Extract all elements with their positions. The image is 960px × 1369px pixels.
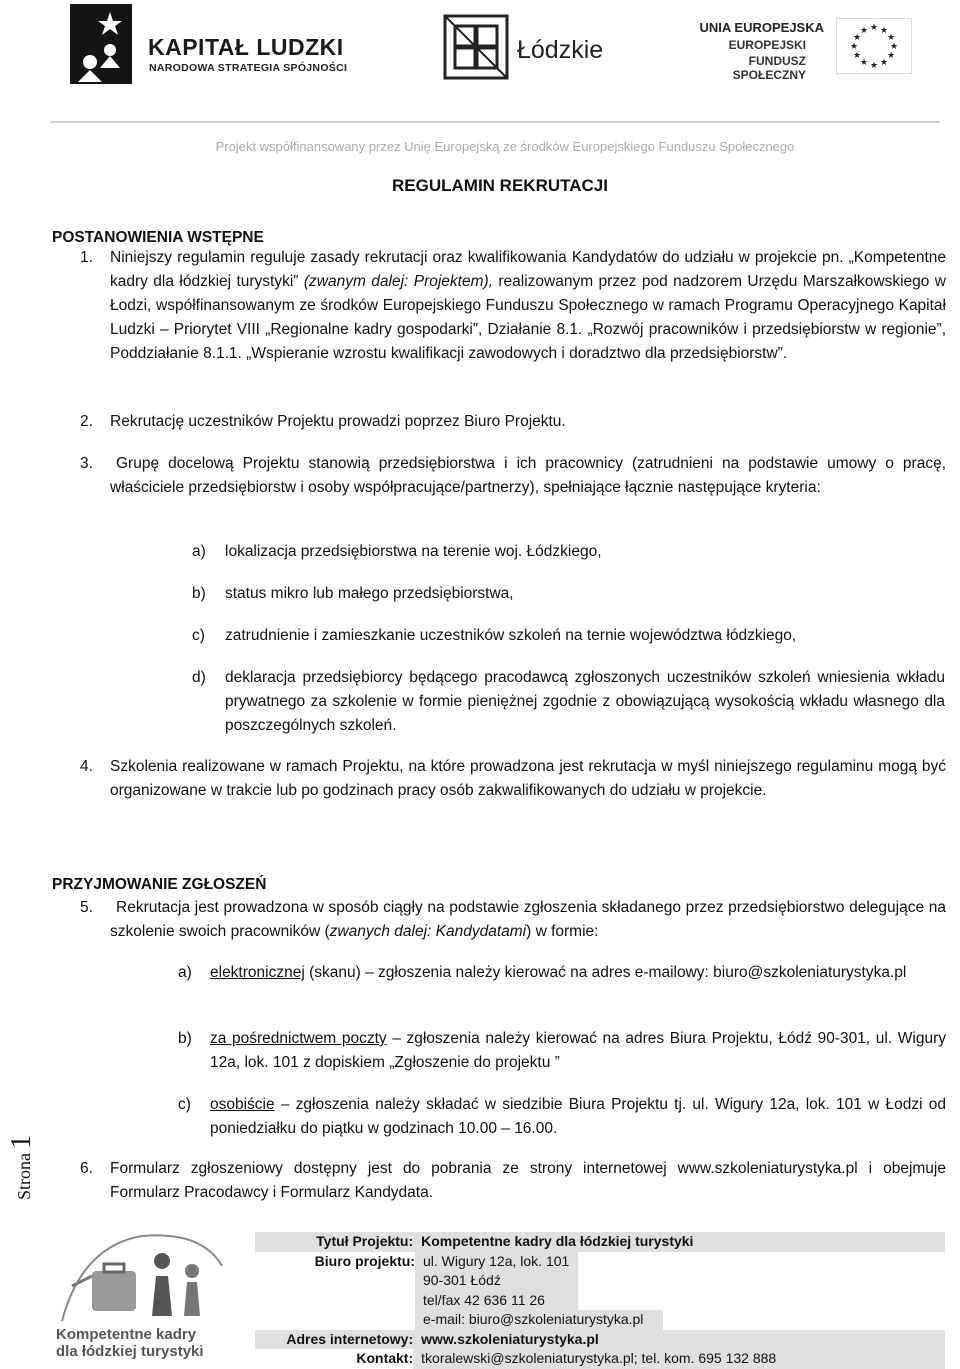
criteria-letter: d) [192, 669, 206, 686]
svg-text:★: ★ [852, 51, 862, 61]
svg-text:★: ★ [889, 42, 899, 52]
footer-row [255, 1271, 945, 1291]
kapital-ludzki-title: KAPITAŁ LUDZKI [148, 34, 344, 60]
lodzkie-logo [443, 14, 613, 86]
paragraph-1 [110, 246, 946, 366]
footer-row [255, 1252, 945, 1272]
footer-row [255, 1310, 945, 1330]
form-item-rest: (skanu) – zgłoszenia należy kierować na adres e-mailowy: biuro@szkoleniaturystyka.pl [304, 964, 907, 981]
eu-flag-icon [836, 18, 912, 74]
paragraph-4: Szkolenia realizowane w ramach Projektu, na które prowadzona jest rekrutacja w myśl niniejszego regulaminu mogą być organizowane w trakcie lub po godzinach pracy osób zakwalifikowanych do udziału w projekcie. [110, 758, 946, 799]
svg-text:★: ★ [859, 26, 869, 36]
kapital-ludzki-logo [70, 4, 370, 86]
footer-row [255, 1349, 945, 1369]
ue-logo [684, 16, 934, 86]
page-label: Strona [14, 1153, 34, 1200]
page-number [6, 1100, 46, 1200]
paragraph-1-text-b: realizowanym przez pod nadzorem Urzędu Marszałkowskiego w Łodzi, współfinansowanym ze środków Europejskiego Funduszu Społecznego w ramach Programu Operacyjnego Kapitał Ludzki – Priorytet VIII „Regionalne kadry gospodarki”, Działanie 8.1. „Rozwój pracowników i przedsiębiorstw w regionie”, Poddziałanie 8.1.1. „Wspieranie wzrostu kwalifikacji zawodowych i doradztwo dla przedsiębiorstw”. [110, 273, 946, 362]
footer-value: 90-301 Łódź [415, 1271, 578, 1291]
form-item-electronic [210, 961, 946, 985]
footer-logo-line1: Kompetentne kadry [56, 1326, 197, 1343]
lodzkie-emblem-icon [443, 14, 509, 80]
paragraph-number: 2. [80, 413, 93, 430]
suitcase-figures-icon [52, 1226, 232, 1326]
footer-label: Adres internetowy: [255, 1330, 413, 1350]
ue-line1: UNIA EUROPEJSKA [699, 20, 824, 35]
kapital-ludzki-emblem-icon [70, 4, 132, 84]
paragraph-1-italic: (zwanym dalej: Projektem), [303, 273, 493, 290]
section-title-intro: POSTANOWIENIA WSTĘPNE [52, 229, 264, 246]
svg-text:★: ★ [886, 51, 896, 61]
paragraph-3-text: Grupę docelową Projektu stanowią przedsiębiorstwa i ich pracownicy (zatrudnieni na podstawie umowy o pracę, właściciele przedsiębiorstw i osoby współpracujące/partnerzy), spełniające łącznie następujące kryteria: [110, 455, 946, 496]
form-item-head: elektronicznej [210, 964, 305, 981]
svg-text:★: ★ [879, 26, 889, 36]
footer-label [255, 1271, 415, 1291]
svg-text:★: ★ [852, 33, 862, 43]
svg-text:★: ★ [879, 58, 889, 68]
svg-text:★: ★ [869, 61, 879, 71]
criteria-letter: a) [192, 543, 206, 560]
paragraph-number: 6. [80, 1160, 93, 1177]
footer-info-table [255, 1232, 945, 1369]
kapital-ludzki-subtitle: NARODOWA STRATEGIA SPÓJNOŚCI [149, 62, 348, 74]
ue-line2: EUROPEJSKI [728, 38, 806, 52]
paragraph-number: 5. [80, 899, 93, 916]
footer-row [255, 1232, 945, 1252]
footer-value: Kompetentne kadry dla łódzkiej turystyki [413, 1232, 945, 1252]
form-item-head: osobiście [210, 1096, 275, 1113]
footer-label: Kontakt: [356, 1350, 414, 1366]
paragraph-5 [110, 896, 946, 944]
ue-line3: FUNDUSZ SPOŁECZNY [732, 54, 806, 82]
form-item-post [210, 1027, 946, 1075]
footer-value: e-mail: biuro@szkoleniaturystyka.pl [415, 1310, 663, 1330]
footer-label: Tytuł Projektu: [255, 1232, 413, 1252]
footer-value: tel/fax 42 636 11 26 [415, 1291, 578, 1311]
footer-label [255, 1291, 415, 1311]
criteria-letter: b) [192, 585, 206, 602]
footer-row [255, 1330, 945, 1350]
footer-label: Biuro projektu: [314, 1252, 415, 1269]
footer-website[interactable]: www.szkoleniaturystyka.pl [413, 1330, 945, 1350]
footer-logo-line2: dla łódzkiej turystyki [56, 1343, 204, 1360]
paragraph-5-text-a: Rekrutacja jest prowadzona w sposób ciągły na podstawie zgłoszenia składanego przez przedsiębiorstwo delegujące na szkolenie swoich pracowników ( [110, 899, 946, 940]
document-title: REGULAMIN REKRUTACJI [392, 176, 608, 195]
criteria-item: lokalizacja przedsiębiorstwa na terenie woj. Łódzkiego, [225, 543, 602, 560]
form-letter: c) [178, 1096, 191, 1113]
paragraph-number: 1. [80, 249, 93, 266]
form-letter: a) [178, 964, 192, 981]
page-number-value: 1 [6, 1135, 37, 1149]
paragraph-5-text-b: ) w formie: [526, 923, 599, 940]
criteria-item: zatrudnienie i zamieszkanie uczestników szkoleń na ternie województwa łódzkiego, [225, 627, 797, 644]
form-item-head: za pośrednictwem poczty [210, 1030, 387, 1047]
paragraph-2: Rekrutację uczestników Projektu prowadzi poprzez Biuro Projektu. [110, 413, 566, 430]
criteria-letter: c) [192, 627, 205, 644]
svg-text:★: ★ [849, 42, 859, 52]
footer-row [255, 1291, 945, 1311]
criteria-item: deklaracja przedsiębiorcy będącego pracodawcą zgłoszonych uczestników szkoleń wniesienia wkładu prywatnego za szkolenie w formie pieniężnej zgodnie z obowiązującą wysokością wkładu własnego dla poszczególnych szkoleń. [225, 669, 945, 734]
svg-text:★: ★ [886, 33, 896, 43]
paragraph-5-italic: zwanych dalej: Kandydatami [329, 923, 527, 940]
section-title-applications: PRZYJMOWANIE ZGŁOSZEŃ [52, 876, 267, 893]
cofinance-note: Projekt współfinansowany przez Unię Europejską ze środków Europejskiego Funduszu Społecznego [215, 139, 795, 154]
form-letter: b) [178, 1030, 192, 1047]
paragraph-number: 3. [80, 455, 93, 472]
criteria-item: status mikro lub małego przedsiębiorstwa, [225, 585, 514, 602]
paragraph-6: Formularz zgłoszeniowy dostępny jest do pobrania ze strony internetowej www.szkoleniaturystyka.pl i obejmuje Formularz Pracodawcy i Formularz Kandydata. [110, 1160, 946, 1201]
footer-logo [52, 1226, 232, 1361]
lodzkie-text: Łódzkie [517, 36, 604, 64]
header-divider [50, 121, 940, 123]
paragraph-number: 4. [80, 758, 93, 775]
footer-value: ul. Wigury 12a, lok. 101 [415, 1252, 578, 1272]
svg-text:★: ★ [859, 58, 869, 68]
footer-label [255, 1310, 415, 1330]
form-item-rest: – zgłoszenia należy kierować na adres Biura Projektu, Łódź 90-301, ul. Wigury 12a, lok. 101 z dopiskiem „Zgłoszenie do projektu ” [210, 1030, 946, 1071]
footer-value: tkoralewski@szkoleniaturystyka.pl; tel. kom. 695 132 888 [413, 1349, 945, 1369]
svg-text:★: ★ [869, 23, 879, 33]
form-item-rest: – zgłoszenia należy składać w siedzibie Biura Projektu tj. ul. Wigury 12a, lok. 101 w Łodzi od poniedziałku do piątku w godzinach 10.00 – 16.00. [210, 1096, 946, 1137]
form-item-personal [210, 1093, 946, 1141]
paragraph-1-text-a: Niniejszy regulamin reguluje zasady rekrutacji oraz kwalifikowania Kandydatów do udziału w projekcie pn. „Kompetentne kadry dla łódzkiej turystyki” [110, 249, 946, 290]
paragraph-3 [110, 452, 946, 500]
